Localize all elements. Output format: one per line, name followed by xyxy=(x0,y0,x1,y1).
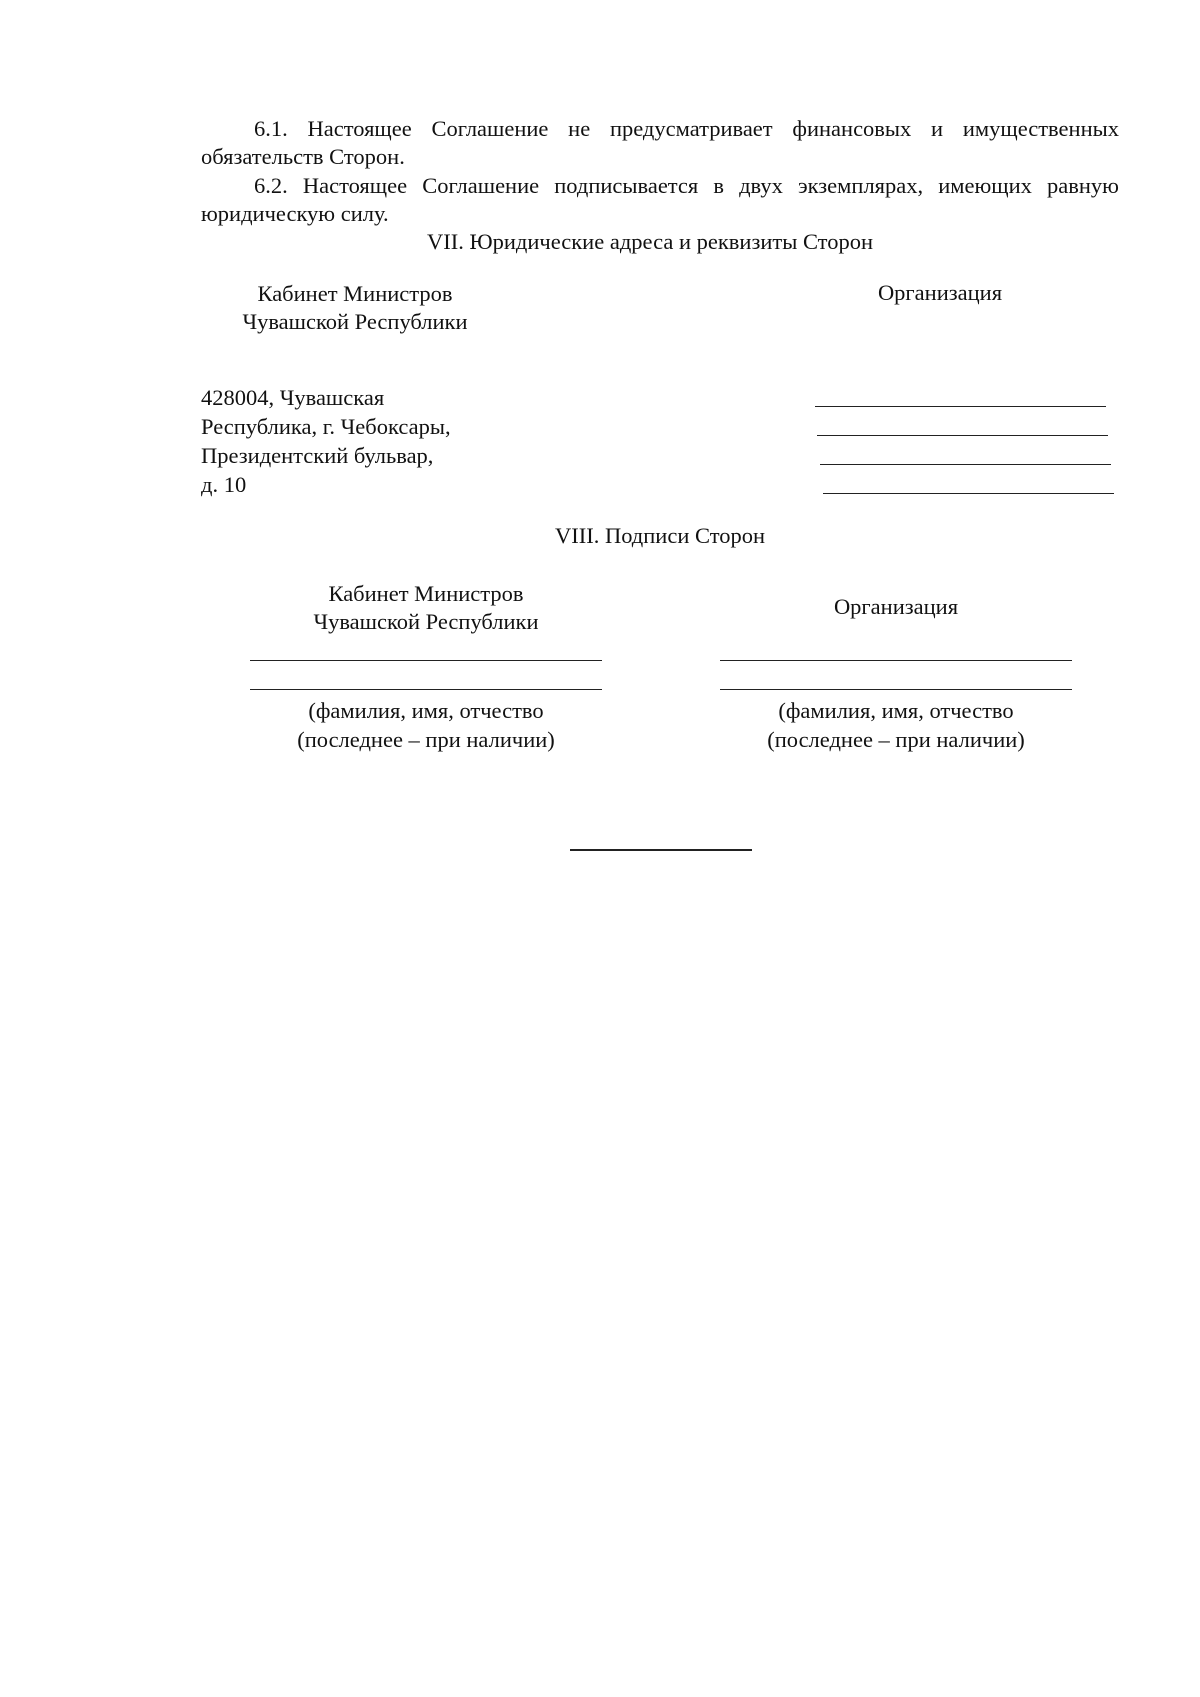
signature-party-2: Организация xyxy=(833,594,959,619)
end-of-document-rule xyxy=(570,849,752,851)
address-line: Республика, г. Чебоксары, xyxy=(201,414,451,439)
signature-line-party-2 xyxy=(720,689,1072,690)
signature-line-party-2 xyxy=(720,660,1072,661)
blank-requisite-line xyxy=(815,406,1106,407)
blank-requisite-line xyxy=(820,464,1111,465)
signature-line-party-1 xyxy=(250,689,602,690)
party-1-name-line2: Чувашской Республики xyxy=(242,309,468,334)
fio-caption-line1: (фамилия, имя, отчество xyxy=(778,698,1014,723)
party-1-name xyxy=(205,280,505,336)
section-8-heading: VIII. Подписи Сторон xyxy=(554,523,766,548)
party-1-name-line1: Кабинет Министров xyxy=(257,281,453,306)
fio-caption-line2: (последнее – при наличии) xyxy=(297,727,555,752)
section-7-heading: VII. Юридические адреса и реквизиты Сторон xyxy=(427,229,873,254)
address-line: д. 10 xyxy=(201,472,247,497)
paragraph-6-2: 6.2. Настоящее Соглашение подписывается в двух экземплярах, имеющих равную юридическую силу. xyxy=(201,173,1119,226)
address-block xyxy=(201,383,451,499)
address-line: 428004, Чувашская xyxy=(201,385,385,410)
signature-party-1 xyxy=(250,580,602,636)
blank-requisite-line xyxy=(823,493,1114,494)
signature-party-1-line2: Чувашской Республики xyxy=(313,609,539,634)
fio-caption-party-1 xyxy=(250,696,602,754)
signature-line-party-1 xyxy=(250,660,602,661)
fio-caption-line2: (последнее – при наличии) xyxy=(767,727,1025,752)
fio-caption-line1: (фамилия, имя, отчество xyxy=(308,698,544,723)
fio-caption-party-2 xyxy=(720,696,1072,754)
party-2-name: Организация xyxy=(877,280,1003,305)
paragraph-6-1: 6.1. Настоящее Соглашение не предусматривает финансовых и имущественных обязательств Сторон. xyxy=(201,116,1119,169)
signature-party-1-line1: Кабинет Министров xyxy=(328,581,524,606)
address-line: Президентский бульвар, xyxy=(201,443,434,468)
blank-requisite-line xyxy=(817,435,1108,436)
